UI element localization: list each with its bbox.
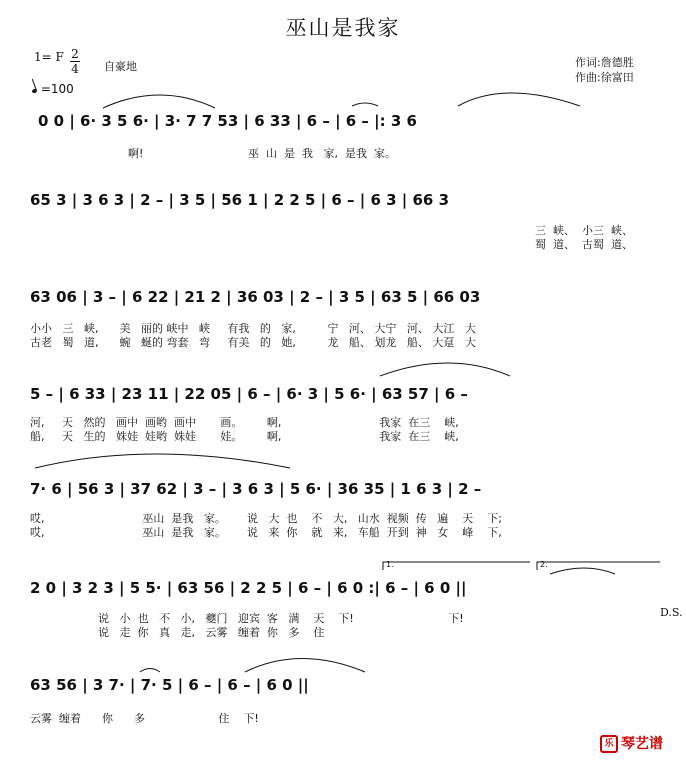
time-top: 2 (71, 47, 79, 61)
lyrics-row3-a: 小小 三 峡, 美 丽的 峡中 峡 有我 的 家, 宁 河、 大宁 河、 大江 大 (30, 322, 476, 335)
score-row-5: 7· 6 | 56 3 | 37 62 | 3 – | 3 6 3 | 5 6· | 36 35 | 1 6 3 | 2 – (30, 480, 482, 498)
score-row-6: 2 0 | 3 2 3 | 5 5· | 63 56 | 2 2 5 | 6 – | 6 0 :| 6 – | 6 0 || (30, 579, 467, 597)
site-logo (600, 733, 663, 753)
lyrics-row5-a: 哎, 巫山 是我 家。 说 大 也 不 大, 山水 视频 传 遍 天 下; (30, 512, 502, 525)
volta-first: 1. (386, 560, 394, 569)
lyrics-row3-b: 古老 蜀 道, 蜿 蜒的 弯套 弯 有美 的 她, 龙 船、 划龙 船、 大趸 大 (30, 336, 476, 349)
lyrics-row5-b: 哎, 巫山 是我 家。 说 来 你 就 来, 车船 开到 神 女 峰 下, (30, 526, 502, 539)
score-row-7: 63 56 | 3 7· | 7· 5 | 6 – | 6 – | 6 0 || (30, 676, 309, 694)
time-bottom: 4 (71, 62, 79, 76)
score-row-3: 63 06 | 3 – | 6 22 | 21 2 | 36 03 | 2 – | 3 5 | 63 5 | 66 03 (30, 288, 481, 306)
logo-text: 琴艺谱 (621, 736, 663, 752)
lyrics-row1-b: 巫 山 是 我 家, 是我 家。 (248, 147, 396, 160)
lyrics-row6-a: 说 小 也 不 小, 夔门 迎宾 客 满 天 下! 下! (98, 612, 464, 625)
composer: 作曲:徐富田 (575, 71, 634, 84)
lyrics-row7: 云雾 缠着 你 多 住 下! (30, 712, 259, 725)
lyrics-row4-b: 船, 天 生的 姝娃 娃哟 姝娃 娃。 啊, 我家 在三 峡, (30, 430, 459, 443)
dal-segno-marking: D.S. (660, 606, 683, 619)
score-row-2: 65 3 | 3 6 3 | 2 – | 3 5 | 56 1 | 2 2 5 | 6 – | 6 3 | 66 3 (30, 191, 450, 209)
logo-mark: 乐 (600, 735, 618, 753)
lyricist: 作词:詹德胜 (575, 56, 634, 69)
lyrics-row6-b: 说 走 你 真 走, 云雾 缠着 你 多 住 (98, 626, 325, 639)
lyrics-row1-a: 啊! (128, 147, 144, 160)
volta-brackets (383, 562, 660, 570)
lyrics-row2-b: 蜀 道、 古蜀 道、 (535, 238, 633, 251)
score-row-4: 5 – | 6 33 | 23 11 | 22 05 | 6 – | 6· 3 | 5 6· | 63 57 | 6 – (30, 385, 468, 403)
volta-second: 2. (540, 560, 548, 569)
tempo-value: =100 (40, 82, 74, 96)
key-signature: 1= F (34, 50, 64, 64)
lyrics-row4-a: 河, 天 然的 画中 画哟 画中 画。 啊, 我家 在三 峡, (30, 416, 459, 429)
lyrics-row2-a: 三 峡、 小三 峡、 (535, 224, 633, 237)
score-row-1: 0 0 | 6· 3 5 6· | 3· 7 7 53 | 6 33 | 6 – | 6 – |: 3 6 (38, 112, 417, 130)
expression-marking: 自豪地 (104, 60, 137, 73)
page-title: 巫山是我家 (285, 16, 401, 40)
